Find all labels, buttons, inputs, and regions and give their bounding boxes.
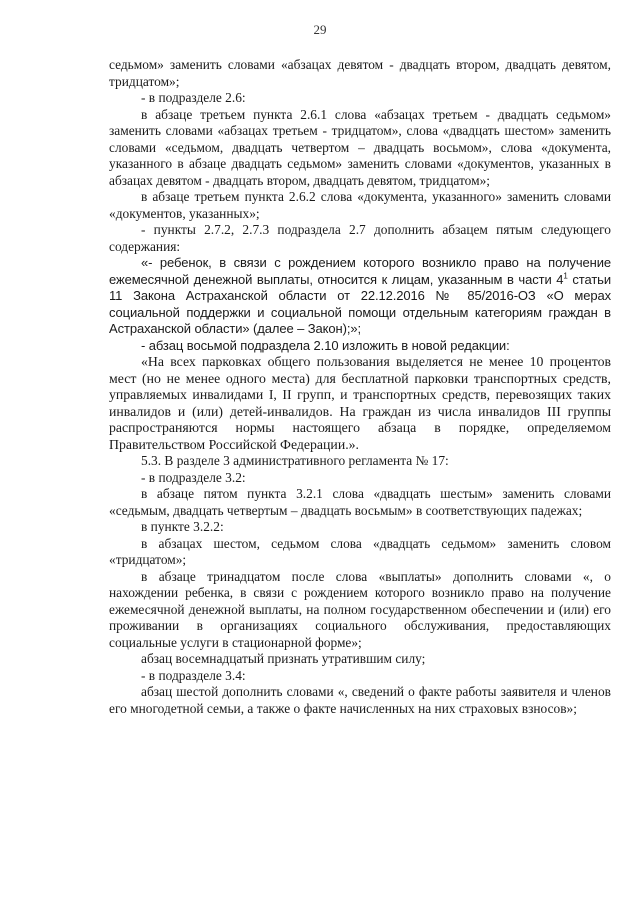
paragraph-items-2-7: - пункты 2.7.2, 2.7.3 подраздела 2.7 дополнить абзацем пятым следующего содержания: <box>109 222 611 254</box>
paragraph-continuation: седьмом» заменить словами «абзацах девятом - двадцать втором, двадцать девятом, тридцатом»; <box>109 57 611 89</box>
document-body <box>109 57 611 717</box>
quote-text-part-2: статьи 11 Закона Астраханской области от 22.12.2016 № 85/2016-ОЗ «О мерах социальной поддержки и социальной помощи отдельным категориям граждан в Астраханской области» (далее – Закон);»; <box>109 271 612 336</box>
paragraph-subsection-3-4: - в подразделе 3.4: <box>141 667 246 683</box>
paragraph-item-3-2-2: в пункте 3.2.2: <box>141 519 224 534</box>
paragraph-item-2-6-1: в абзаце третьем пункта 2.6.1 слова «абзацах третьем - двадцать седьмом» заменить словами «абзацах третьем - тридцатом», слова «двадцать шестом» заменить словами «седьмом, двадцать четвертом – двадцать восьмом», слова «документа, указанного в абзаце двадцать седьмом» заменить словами «документов, указанных в абзацах девятом - двадцать втором, двадцать девятом, тридцатом»; <box>109 106 611 188</box>
paragraph-item-3-2-1: в абзаце пятом пункта 3.2.1 слова «двадцать шестым» заменить словами «седьмым, двадцать четвертым – двадцать восьмым» в соответствующих падежах; <box>109 486 611 518</box>
paragraph-subsection-2-10: - абзац восьмой подраздела 2.10 изложить в новой редакции: <box>141 337 510 353</box>
quote-new-paragraph <box>109 255 611 338</box>
paragraph-subsection-3-2: - в подразделе 3.2: <box>141 469 246 485</box>
quote-parking-paragraph: «На всех парковках общего пользования выделяется не менее 10 процентов мест (но не менее одного места) для бесплатной парковки транспортных средств, управляемых инвалидами I, II групп, и транспортных средств, перевозящих таких инвалидов и (или) детей-инвалидов. На граждан из числа инвалидов III группы распространяются нормы настоящего абзаца в порядке, определяемом Правительством Российской Федерации.». <box>109 354 611 452</box>
paragraph-abzac-6: абзац шестой дополнить словами «, сведений о факте работы заявителя и членов его многодетной семьи, а также о факте начисленных на них страховых взносов»; <box>109 684 611 716</box>
quote-superscript: 1 <box>563 271 568 281</box>
paragraph-subsection-2-6: - в подразделе 2.6: <box>141 90 246 105</box>
paragraph-abzac-6-7: в абзацах шестом, седьмом слова «двадцать седьмом» заменить словом «тридцатом»; <box>109 535 611 567</box>
paragraph-abzac-13: в абзаце тринадцатом после слова «выплаты» дополнить словами «, о нахождении ребенка, в связи с рождением которого возникло право на получение ежемесячной денежной выплаты, на полном государственном обеспечении и (или) его проживании в организациях социального обслуживания, предоставляющих социальные услуги в стационарной форме»; <box>109 568 611 650</box>
paragraph-section-5-3: 5.3. В разделе 3 административного регламента № 17: <box>141 453 449 468</box>
paragraph-abzac-18: абзац восемнадцатый признать утратившим силу; <box>141 651 426 666</box>
quote-text-part-1: «- ребенок, в связи с рождением которого возникло право на получение ежемесячной денежной выплаты, относится к лицам, указанным в части 4 <box>109 255 611 287</box>
paragraph-item-2-6-2: в абзаце третьем пункта 2.6.2 слова «документа, указанного» заменить словами «документов, указанных»; <box>109 189 611 221</box>
page-number: 29 <box>313 22 327 37</box>
